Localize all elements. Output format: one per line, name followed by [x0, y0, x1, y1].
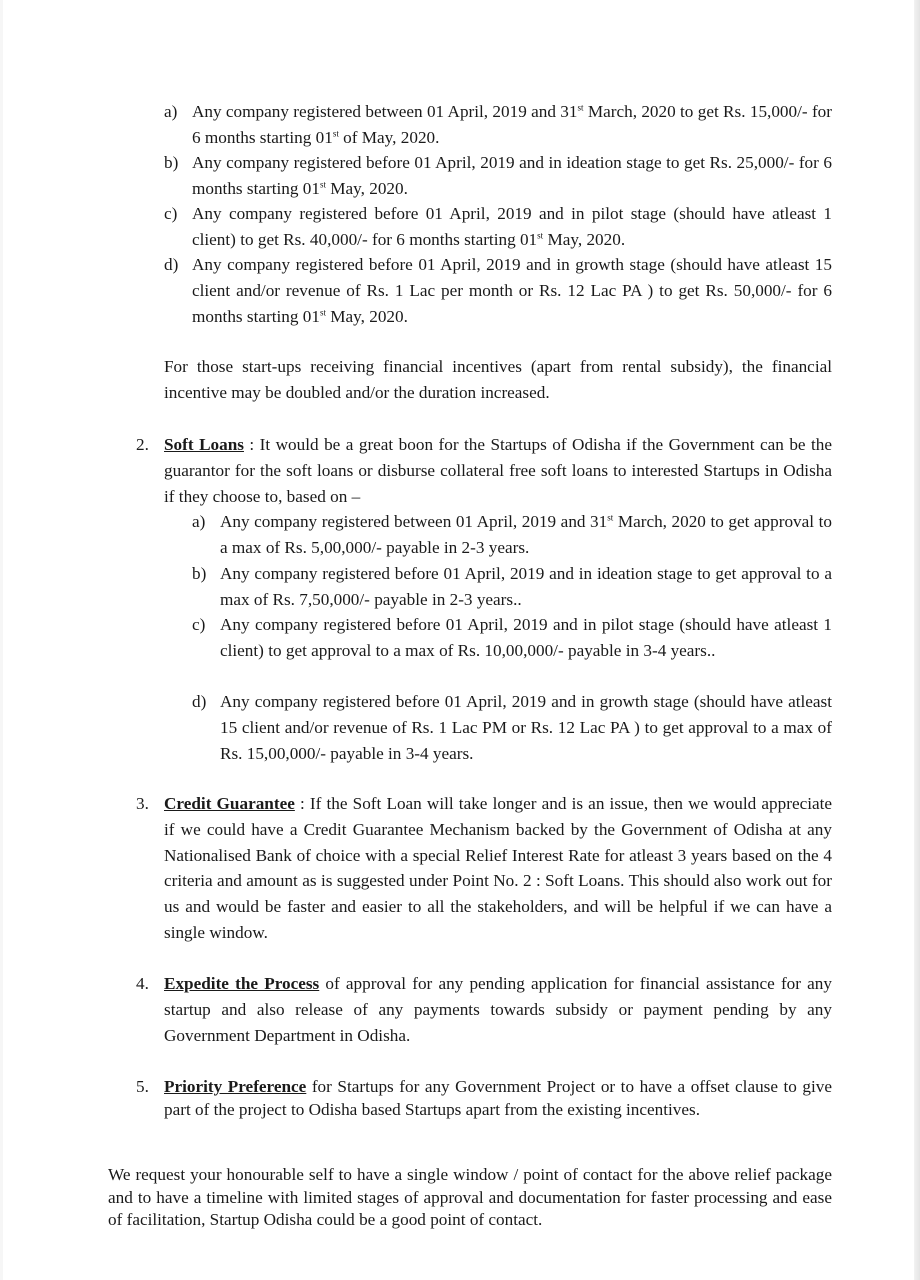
section-credit-guarantee: Credit Guarantee : If the Soft Loan will take longer and is an issue, then we would appreciate if we could have a Credit Guarantee Mechanism backed by the Government of Odisha at any Nationalised Bank of choice with a special Relief Interest Rate for atleast 3 years based on the 4 criteria and amount as is suggested under Point No. 2 : Soft Loans. This should also work out for us and would be faster and easier to all the stakeholders, and will be helpful if we can have a single window.	[164, 794, 833, 942]
section-expedite-process: Expedite the Process of approval for any pending application for financial assistance for any startup and also release of any payments towards subsidy or payment pending by any Government Department in Odisha.	[164, 974, 832, 1045]
list-text: Any company registered between 01 April, 2019 and 31st March, 2020 to get Rs. 15,000/- for 6 months starting 01st of May, 2020.	[192, 102, 832, 147]
section-priority-preference: Priority Preference for Startups for any Government Project or to have a offset clause to give part of the project to Odisha based Startups apart from the existing incentives.	[164, 1077, 832, 1119]
section-number: 3.	[136, 794, 149, 813]
list1-item-a	[164, 99, 832, 151]
closing-paragraph: We request your honourable self to have a single window / point of contact for the above relief package and to have a timeline with limited stages of approval and documentation for faster processing and ease of facilitation, Startup Odisha could be a good point of contact.	[108, 1165, 832, 1229]
list-text: Any company registered before 01 April, 2019 and in pilot stage (should have atleast 1 client) to get approval to a max of Rs. 10,00,000/- payable in 3-4 years..	[220, 615, 832, 660]
page-right-edge	[914, 0, 920, 1280]
section-heading: Expedite the Process	[164, 974, 320, 993]
list-label: d)	[164, 255, 179, 274]
list-label: b)	[164, 153, 179, 172]
page-left-edge	[0, 0, 3, 1280]
list-text: Any company registered before 01 April, 2019 and in ideation stage to get Rs. 25,000/- for 6 months starting 01st May, 2020.	[192, 153, 832, 198]
list-text: Any company registered before 01 April, 2019 and in growth stage (should have atleast 15 client and/or revenue of Rs. 1 Lac per month or Rs. 12 Lac PA ) to get Rs. 50,000/- for 6 months starting 01st May, 2020.	[192, 255, 832, 326]
list-text: Any company registered before 01 April, 2019 and in growth stage (should have atleast 15 client and/or revenue of Rs. 1 Lac PM or Rs. 12 Lac PA ) to get approval to a max of Rs. 15,00,000/- payable in 3-4 years.	[220, 692, 832, 763]
list-label: b)	[192, 564, 207, 583]
incentive-note: For those start-ups receiving financial incentives (apart from rental subsidy), the financial incentive may be doubled and/or the duration increased.	[164, 357, 832, 402]
section-heading: Soft Loans	[164, 435, 244, 454]
list1-item-c	[164, 201, 832, 253]
list2-item-d	[192, 689, 832, 767]
list-label: c)	[164, 204, 178, 223]
list1-item-b	[164, 150, 832, 202]
section-number: 4.	[136, 974, 149, 993]
list-text: Any company registered before 01 April, 2019 and in ideation stage to get approval to a max of Rs. 7,50,000/- payable in 2-3 years..	[220, 564, 832, 609]
list1-item-d	[164, 252, 832, 330]
section-heading: Credit Guarantee	[164, 794, 295, 813]
list2-item-c	[192, 612, 832, 690]
section-soft-loans: Soft Loans : It would be a great boon for the Startups of Odisha if the Government can be the guarantor for the soft loans or disburse collateral free soft loans to interested Startups in Odisha if they choose to, based on –	[164, 435, 833, 506]
list2-item-b	[192, 561, 832, 613]
list-label: a)	[192, 512, 206, 531]
list-label: a)	[164, 102, 178, 121]
section-number: 5.	[136, 1077, 149, 1096]
list-text: Any company registered before 01 April, 2019 and in pilot stage (should have atleast 1 client) to get Rs. 40,000/- for 6 months starting 01st May, 2020.	[192, 204, 832, 249]
list-text: Any company registered between 01 April, 2019 and 31st March, 2020 to get approval to a max of Rs. 5,00,000/- payable in 2-3 years.	[220, 512, 832, 557]
list-label: c)	[192, 615, 206, 634]
list2-item-a	[192, 509, 832, 561]
list-label: d)	[192, 692, 207, 711]
section-number: 2.	[136, 435, 149, 454]
section-heading: Priority Preference	[164, 1077, 307, 1096]
